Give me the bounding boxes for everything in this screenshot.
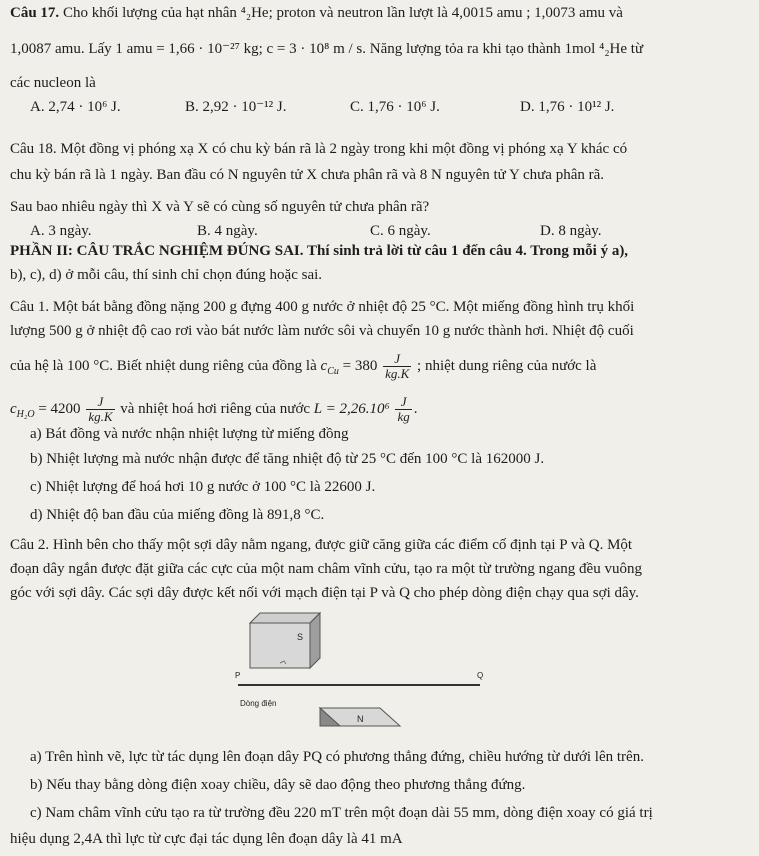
c1-item-d: d) Nhiệt độ ban đầu của miếng đồng là 891,8 °C. (30, 507, 325, 523)
c1-line-4: $c_{H_2O} = 4200$ $\frac{J}{kg.K}$ và nhiệt hoá hơi riêng của nước L = 2,26.10⁶ $\frac{J}{kg}$ . (10, 394, 418, 424)
c1-line-2: lượng 500 g ở nhiệt độ cao rơi vào bát nước làm nước sôi và chuyển 10 g nước thành hơi. Nhiệt độ cuối (10, 323, 634, 339)
magnet-diagram (200, 608, 500, 733)
latent-unit-fraction: $\frac{J}{kg}$ (397, 394, 410, 424)
q17-line-1 (10, 4, 623, 23)
c2-line-1: Câu 2. Hình bên cho thấy một sợi dây nằm ngang, được giữ căng giữa các điểm cố định tại P và Q. Một (10, 537, 633, 553)
c1-line-1: Câu 1. Một bát bằng đồng nặng 200 g đựng 400 g nước ở nhiệt độ 25 °C. Một miếng đồng hình trụ khối (10, 299, 635, 315)
c1-line-3: của hệ là 100 °C. Biết nhiệt dung riêng của đồng là $c_{Cu} = 380$ $\frac{J}{kg.K}$ ; nhiệt dung riêng của nước là (10, 351, 597, 381)
c2-item-a: a) Trên hình vẽ, lực từ tác dụng lên đoạn dây PQ có phương thẳng đứng, chiều hướng từ dưới lên trên. (30, 749, 644, 765)
q18-option-b: B. 4 ngày. (197, 223, 258, 239)
part2-line-2: b), c), d) ở mỗi câu, thí sinh chỉ chọn đúng hoặc sai. (10, 267, 323, 283)
s-pole-top-face (250, 613, 320, 623)
n-pole-label: N (357, 714, 364, 724)
q17-option-a: A. 2,74 · 10⁶ J. (30, 99, 121, 115)
point-q-label: Q (477, 671, 484, 680)
s-pole-front-face (250, 623, 310, 668)
c2-item-b: b) Nếu thay bằng dòng điện xoay chiều, dây sẽ dao động theo phương thẳng đứng. (30, 777, 526, 793)
c2-line-2: đoạn dây ngắn được đặt giữa các cực của một nam châm vĩnh cửu, tạo ra một từ trường ngang đều vuông (10, 561, 642, 577)
q17-label: Câu 17. (10, 5, 60, 21)
q18-option-d: D. 8 ngày. (540, 223, 602, 239)
q17-text-1: Cho khối lượng của hạt nhân ⁴₂He; proton và neutron lần lượt là 4,0015 amu ; 1,0073 amu và (62, 5, 623, 21)
q17-line-2: 1,0087 amu. Lấy 1 amu = 1,66 · 10⁻²⁷ kg; c = 3 · 10⁸ m / s. Năng lượng tỏa ra khi tạo thành 1mol ⁴₂He từ (10, 41, 644, 57)
cu-unit-fraction: $\frac{J}{kg.K}$ (385, 351, 410, 381)
magnet-wire-figure (200, 608, 500, 733)
q18-option-c: C. 6 ngày. (370, 223, 431, 239)
c2-item-c-line-1: c) Nam châm vĩnh cửu tạo ra từ trường đều 220 mT trên một đoạn dài 55 mm, dòng điện xoay có giá trị (30, 805, 653, 821)
c1-item-b: b) Nhiệt lượng mà nước nhận được để tăng nhiệt độ từ 25 °C đến 100 °C là 162000 J. (30, 451, 545, 467)
c2-line-3: góc với sợi dây. Các sợi dây được kết nối với mạch điện tại P và Q cho phép dòng điện chạy qua sợi dây. (10, 585, 639, 601)
q17-option-b: B. 2,92 · 10⁻¹² J. (185, 99, 287, 115)
current-label: Dòng điện (240, 699, 277, 708)
q18-line-2: chu kỳ bán rã là 1 ngày. Ban đầu có N nguyên tử X chưa phân rã và 8 N nguyên tử Y chưa phân rã. (10, 167, 605, 183)
s-pole-side-face (310, 613, 320, 668)
part2-line-1: PHẦN II: CÂU TRẮC NGHIỆM ĐÚNG SAI. Thí sinh trả lời từ câu 1 đến câu 4. Trong mỗi ý a), (10, 243, 629, 259)
q17-option-d: D. 1,76 · 10¹² J. (520, 99, 615, 115)
q18-option-a: A. 3 ngày. (30, 223, 92, 239)
c1-item-c: c) Nhiệt lượng để hoá hơi 10 g nước ở 100 °C là 22600 J. (30, 479, 376, 495)
water-unit-fraction: $\frac{J}{kg.K}$ (88, 394, 113, 424)
q18-line-1: Câu 18. Một đồng vị phóng xạ X có chu kỳ bán rã là 2 ngày trong khi một đồng vị phóng xạ Y khác có (10, 141, 628, 157)
q17-line-3: các nucleon là (10, 75, 96, 91)
c1-item-a: a) Bát đồng và nước nhận nhiệt lượng từ miếng đồng (30, 426, 349, 442)
q17-option-c: C. 1,76 · 10⁶ J. (350, 99, 440, 115)
point-p-label: P (235, 671, 241, 680)
s-pole-label: S (297, 632, 304, 642)
c2-item-c-line-2: hiệu dụng 2,4A thì lực từ cực đại tác dụng lên đoạn dây là 41 mA (10, 831, 403, 847)
q18-line-3: Sau bao nhiêu ngày thì X và Y sẽ có cùng số nguyên tử chưa phân rã? (10, 199, 430, 215)
